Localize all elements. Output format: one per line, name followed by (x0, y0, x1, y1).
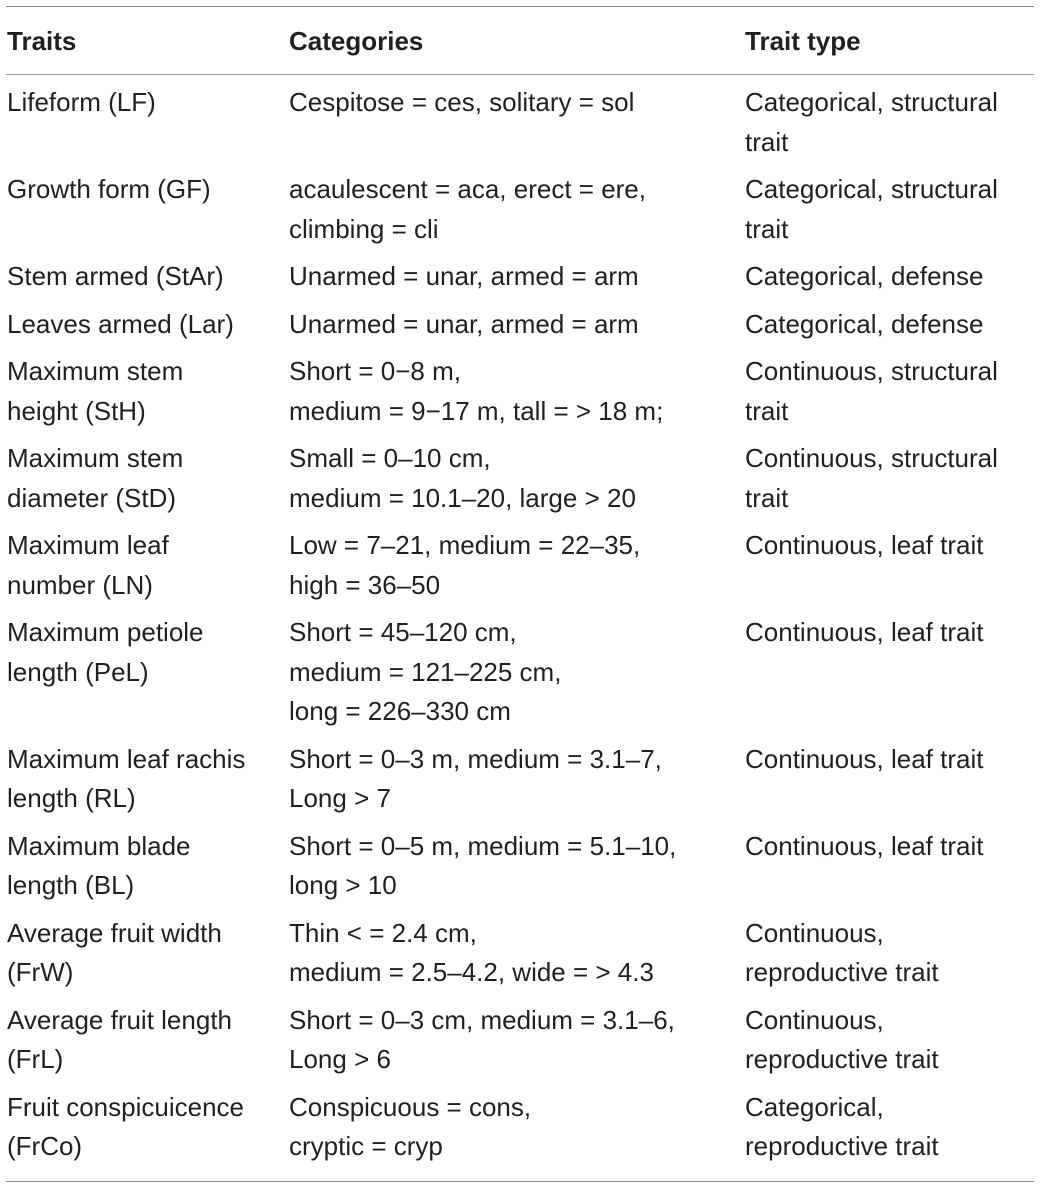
table-row (6, 352, 1034, 431)
trait-cell: Maximum leaf number (LN) (7, 530, 169, 600)
categories-cell: Small = 0–10 cm, medium = 10.1–20, large > 20 (289, 443, 636, 513)
header-categories: Categories (289, 25, 424, 56)
trait-cell: Maximum stem height (StH) (7, 356, 184, 426)
traits-table (6, 6, 1034, 1182)
table-row (6, 1088, 1034, 1167)
trait-type-cell: Continuous, leaf trait (745, 830, 984, 861)
trait-cell: Maximum leaf rachis length (RL) (7, 743, 246, 813)
trait-type-cell: Categorical, reproductive trait (745, 1091, 939, 1161)
trait-type-cell: Continuous, leaf trait (745, 617, 984, 647)
categories-cell: Short = 0–3 cm, medium = 3.1–6, Long > 6 (289, 1004, 675, 1074)
table-row (6, 305, 1034, 345)
trait-cell: Stem armed (StAr) (7, 261, 224, 291)
trait-type-cell: Categorical, structural trait (745, 174, 998, 244)
categories-cell: Short = 0−8 m, medium = 9−17 m, tall = > 18 m; (289, 356, 664, 426)
table-row (6, 914, 1034, 993)
header-trait-type: Trait type (745, 25, 861, 56)
categories-cell: Low = 7–21, medium = 22–35, high = 36–50 (289, 530, 641, 600)
table-row (6, 827, 1034, 906)
trait-type-cell: Continuous, leaf trait (745, 530, 984, 560)
bottom-rule (6, 1181, 1034, 1182)
trait-cell: Leaves armed (Lar) (7, 308, 234, 339)
trait-cell: Fruit conspicuicence (FrCo) (7, 1091, 244, 1161)
categories-cell: Conspicuous = cons, cryptic = cryp (289, 1091, 532, 1161)
categories-cell: Short = 0–3 m, medium = 3.1–7, Long > 7 (289, 743, 662, 813)
categories-cell: Cespitose = ces, solitary = sol (289, 87, 635, 117)
trait-cell: Lifeform (LF) (7, 87, 156, 117)
categories-cell: Short = 0–5 m, medium = 5.1–10, long > 10 (289, 830, 677, 900)
trait-type-cell: Continuous, reproductive trait (745, 917, 939, 987)
trait-type-cell: Categorical, structural trait (745, 87, 998, 157)
table-row (6, 1001, 1034, 1080)
trait-type-cell: Categorical, defense (745, 261, 984, 291)
categories-cell: acaulescent = aca, erect = ere, climbing = cli (289, 174, 646, 244)
categories-cell: Unarmed = unar, armed = arm (289, 261, 639, 291)
trait-type-cell: Continuous, leaf trait (745, 743, 984, 774)
trait-type-cell: Continuous, structural trait (745, 443, 998, 513)
table-body (6, 75, 1034, 1181)
trait-type-cell: Continuous, structural trait (745, 356, 998, 426)
table-row (6, 257, 1034, 297)
table-row (6, 526, 1034, 605)
categories-cell: Unarmed = unar, armed = arm (289, 308, 639, 339)
trait-cell: Growth form (GF) (7, 174, 211, 204)
table-row (6, 170, 1034, 249)
categories-cell: Thin < = 2.4 cm, medium = 2.5–4.2, wide = > 4.3 (289, 917, 654, 987)
categories-cell: Short = 45–120 cm, medium = 121–225 cm, long = 226–330 cm (289, 617, 562, 726)
table-header (6, 7, 1034, 74)
trait-type-cell: Categorical, defense (745, 308, 984, 339)
header-traits: Traits (7, 25, 77, 56)
trait-cell: Maximum petiole length (PeL) (7, 617, 204, 687)
trait-cell: Maximum blade length (BL) (7, 830, 191, 900)
table-row (6, 439, 1034, 518)
trait-cell: Average fruit length (FrL) (7, 1004, 232, 1074)
trait-cell: Maximum stem diameter (StD) (7, 443, 184, 513)
trait-type-cell: Continuous, reproductive trait (745, 1004, 939, 1074)
table-row (6, 83, 1034, 162)
table-row (6, 613, 1034, 732)
trait-cell: Average fruit width (FrW) (7, 917, 222, 987)
table-row (6, 740, 1034, 819)
